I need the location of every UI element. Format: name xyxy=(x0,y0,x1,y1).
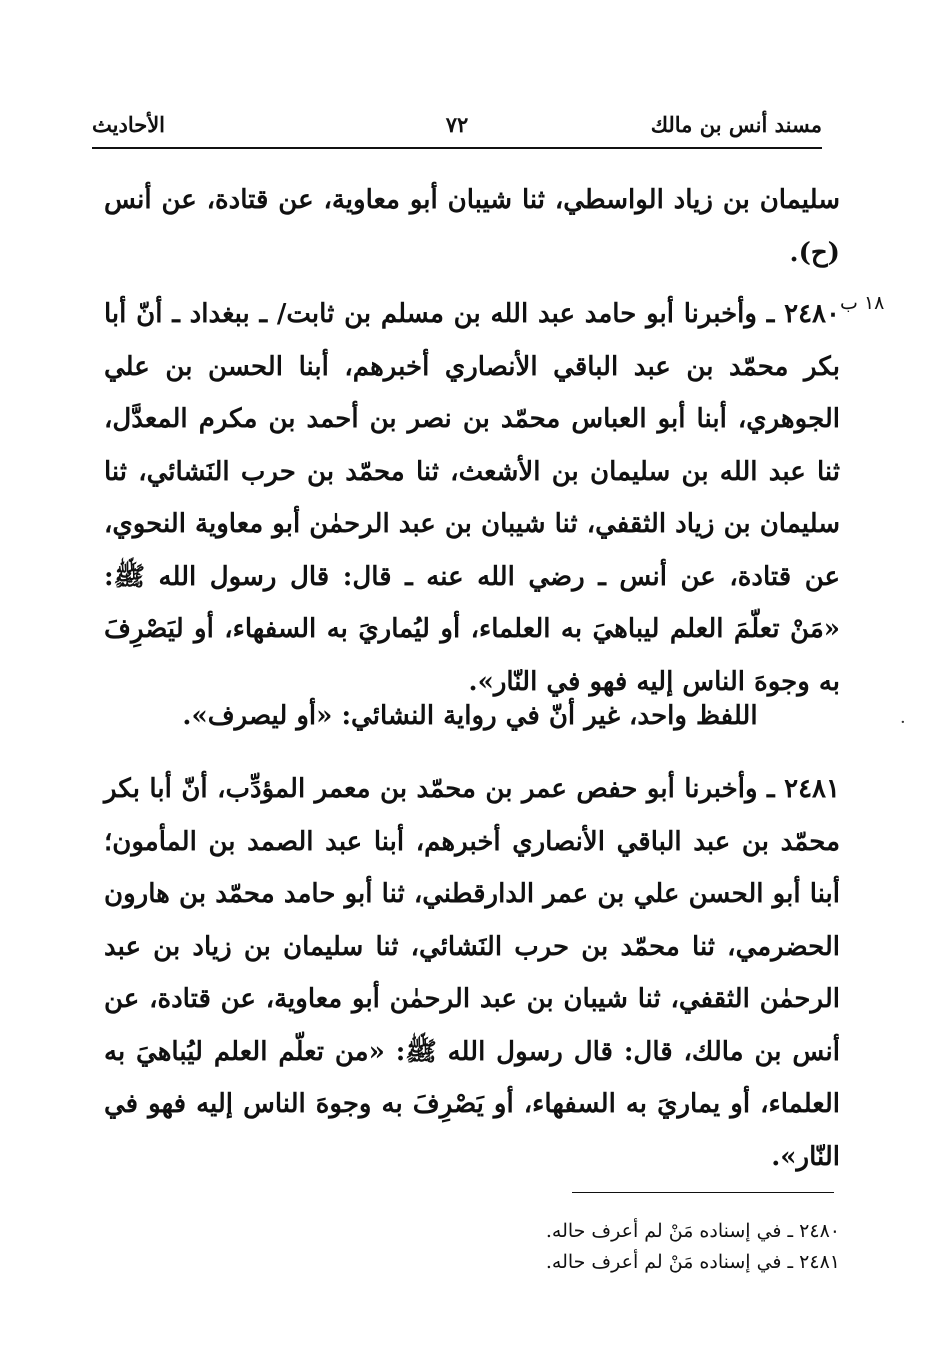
page-number: ٧٢ xyxy=(445,112,469,137)
page-header xyxy=(92,112,822,146)
hadith-number: ٢٤٨١ xyxy=(784,774,840,804)
margin-folio-note: ١٨ ب xyxy=(840,292,885,314)
variant-note: اللفظ واحد، غير أنّ في رواية النشائي: «أو ليصرف». xyxy=(182,701,758,731)
hadith-2481 xyxy=(104,763,840,1183)
footnote-item: ٢٤٨٠ ـ في إسناده مَنْ لم أعرف حاله. xyxy=(545,1220,840,1242)
footnotes xyxy=(460,1216,840,1278)
footnote-item: ٢٤٨١ ـ في إسناده مَنْ لم أعرف حاله. xyxy=(545,1251,840,1273)
running-title: مسند أنس بن مالك xyxy=(650,112,822,137)
intro-paragraph: سليمان بن زياد الواسطي، ثنا شيبان أبو معاوية، عن قتادة، عن أنس (ح). xyxy=(104,185,840,268)
hadith-text: ـ وأخبرنا أبو حامد عبد الله بن مسلم بن ثابت/ ـ ببغداد ـ أنّ أبا بكر محمّد بن عبد الباقي الأنصاري أخبرهم، أبنا الحسن بن علي الجوهري، أبنا أبو العباس محمّد بن نصر بن أحمد بن مكرم المعدَّل، ثنا عبد الله بن سليمان بن الأشعث، ثنا محمّد بن حرب النَشائي، ثنا سليمان بن زياد الثقفي، ثنا شيبان بن عبد الرحمٰن أبو معاوية النحوي، عن قتادة، عن أنس ـ رضي الله عنه ـ قال: قال رسول الله ﷺ: «مَنْ تعلّمَ العلم ليباهيَ به العلماء، أو ليُماريَ به السفهاء، أو ليَصْرِفَ به وجوهَ الناس إليه فهو في النّار». xyxy=(104,299,840,697)
hadith-2480 xyxy=(104,288,840,708)
header-rule xyxy=(92,147,822,149)
margin-mark: · xyxy=(900,712,906,733)
section-title: الأحاديث xyxy=(92,112,166,137)
hadith-number: ٢٤٨٠ xyxy=(784,299,840,329)
hadith-text: ـ وأخبرنا أبو حفص عمر بن محمّد بن معمر المؤدِّب، أنّ أبا بكر محمّد بن عبد الباقي الأنصاري أخبرهم، أبنا عبد الصمد بن المأمون؛ أبنا أبو الحسن علي بن عمر الدارقطني، ثنا أبو حامد محمّد بن هارون الحضرمي، ثنا محمّد بن حرب النَشائي، ثنا سليمان بن زياد بن عبد الرحمٰن الثقفي، ثنا شيبان بن عبد الرحمٰن أبو معاوية، عن قتادة، عن أنس بن مالك، قال: قال رسول الله ﷺ: «من تعلّم العلم ليُباهيَ به العلماء، أو يماريَ به السفهاء، أو يَصْرِفَ به وجوهَ الناس إليه فهو في النّار». xyxy=(104,774,840,1172)
footnote-rule xyxy=(572,1192,834,1193)
